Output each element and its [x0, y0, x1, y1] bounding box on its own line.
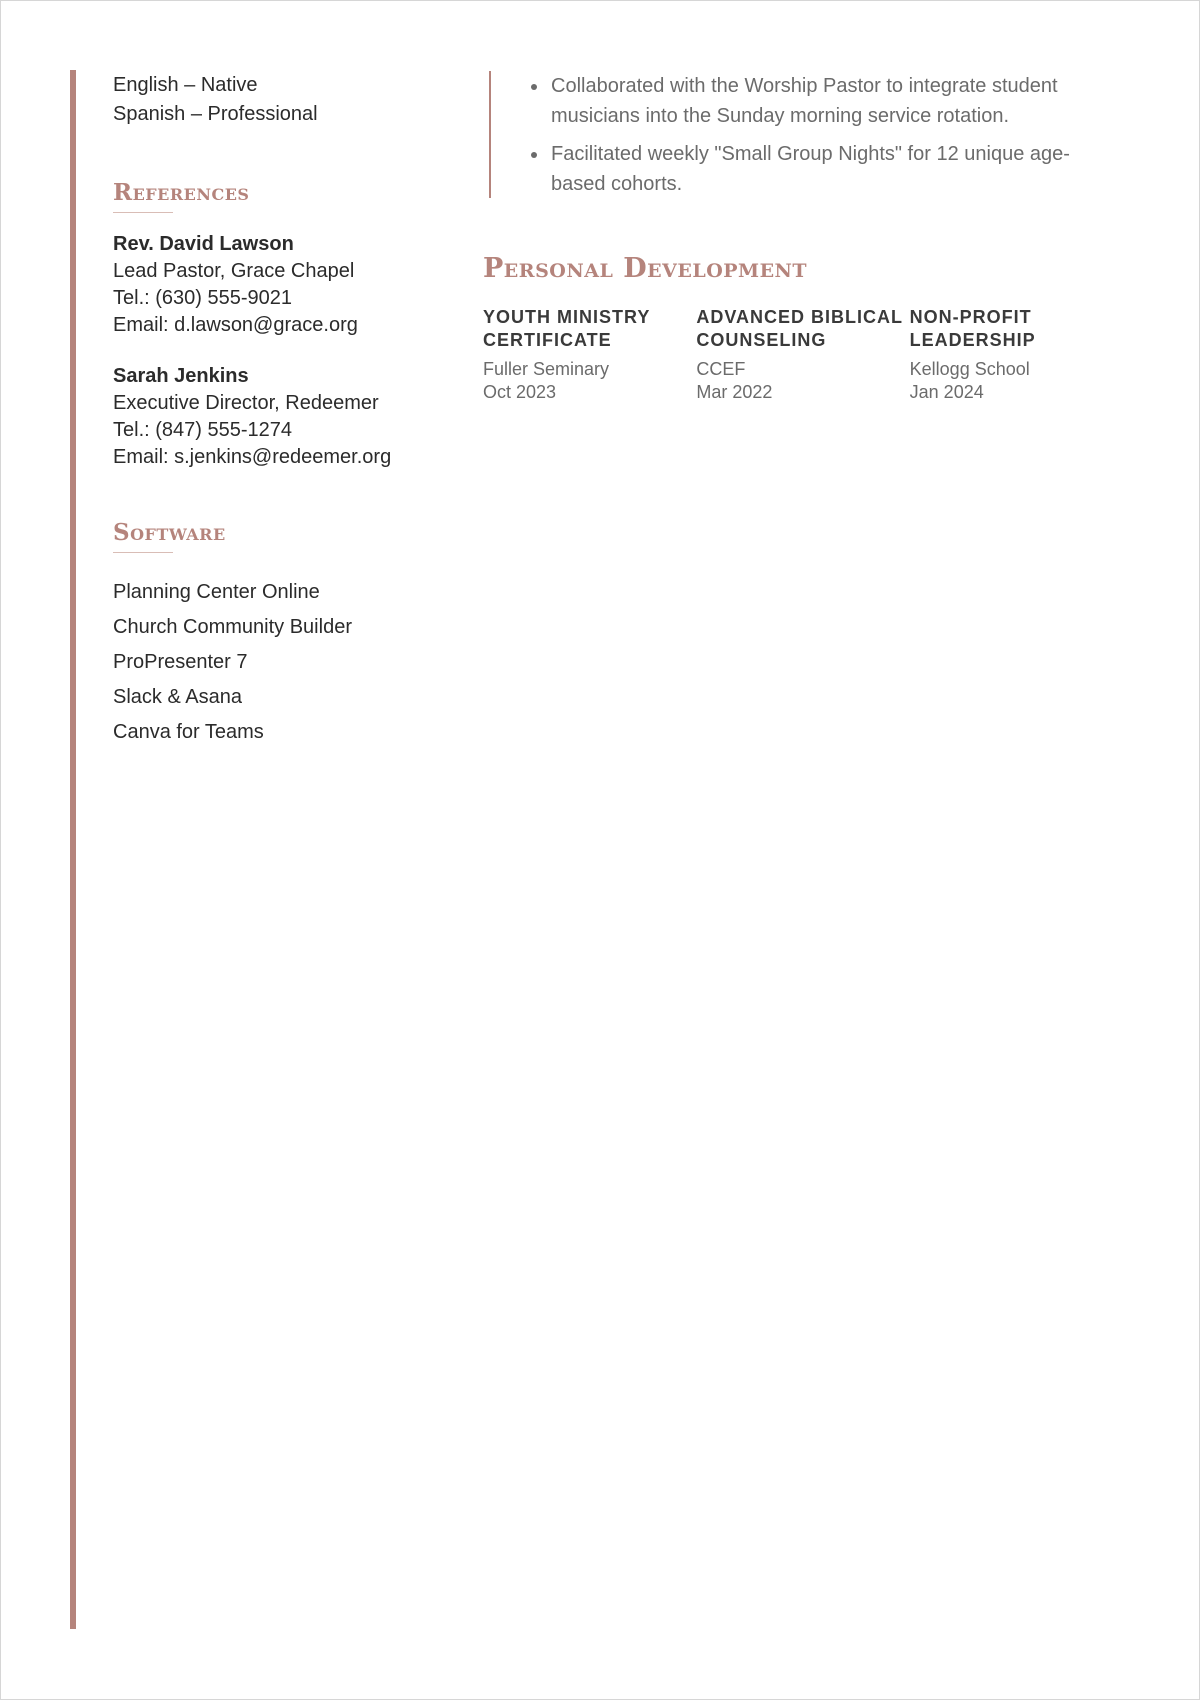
certificate-issuer: Fuller Seminary: [483, 359, 610, 379]
certificate-name: YOUTH MINISTRY CERTIFICATE: [483, 307, 651, 350]
certificate-card: [696, 306, 909, 404]
sidebar-column: [113, 71, 473, 750]
reference-phone: Tel.: (847) 555-1274: [113, 419, 293, 441]
certificate-name: ADVANCED BIBLICAL COUNSELING: [696, 307, 903, 350]
experience-bullet: Facilitated weekly "Small Group Nights" for 12 unique age-based cohorts.: [529, 139, 1116, 199]
software-item: Slack & Asana: [113, 686, 242, 708]
reference-name: Rev. David Lawson: [113, 233, 294, 255]
title-underline: [113, 212, 173, 213]
references-title: References: [113, 179, 250, 206]
reference-entry: [113, 231, 473, 339]
certificate-date: Mar 2022: [696, 382, 773, 402]
experience-bullets: [489, 71, 1123, 198]
software-list: [113, 575, 473, 750]
reference-role: Lead Pastor, Grace Chapel: [113, 260, 355, 282]
certificate-date: Oct 2023: [483, 382, 557, 402]
software-item: Church Community Builder: [113, 616, 352, 638]
software-item: ProPresenter 7: [113, 651, 248, 673]
certificate-name: NON-PROFIT LEADERSHIP: [909, 307, 1036, 350]
reference-role: Executive Director, Redeemer: [113, 392, 379, 414]
certificates-grid: [483, 306, 1123, 404]
language-item: English – Native: [113, 74, 258, 96]
references-section: [113, 179, 473, 471]
accent-bar: [70, 70, 76, 1629]
software-item: Canva for Teams: [113, 721, 264, 743]
certificate-card: [910, 306, 1123, 404]
title-underline: [113, 552, 173, 553]
software-item: Planning Center Online: [113, 581, 320, 603]
personal-development-title: Personal Development: [483, 253, 808, 284]
reference-name: Sarah Jenkins: [113, 365, 249, 387]
certificate-issuer: CCEF: [696, 359, 746, 379]
certificate-date: Jan 2024: [909, 382, 984, 402]
software-section: [113, 519, 473, 750]
reference-entry: [113, 363, 473, 471]
personal-development-section: [483, 253, 1123, 404]
reference-email: Email: d.lawson@grace.org: [113, 314, 358, 336]
reference-email: Email: s.jenkins@redeemer.org: [113, 446, 392, 468]
languages-list: [113, 71, 473, 129]
certificate-issuer: Kellogg School: [909, 359, 1030, 379]
reference-phone: Tel.: (630) 555-9021: [113, 287, 293, 309]
main-column: [483, 71, 1123, 404]
experience-bullet: Collaborated with the Worship Pastor to integrate student musicians into the Sunday morning service rotation.: [529, 71, 1116, 131]
certificate-card: [483, 306, 696, 404]
language-item: Spanish – Professional: [113, 103, 318, 125]
software-title: Software: [113, 519, 226, 546]
